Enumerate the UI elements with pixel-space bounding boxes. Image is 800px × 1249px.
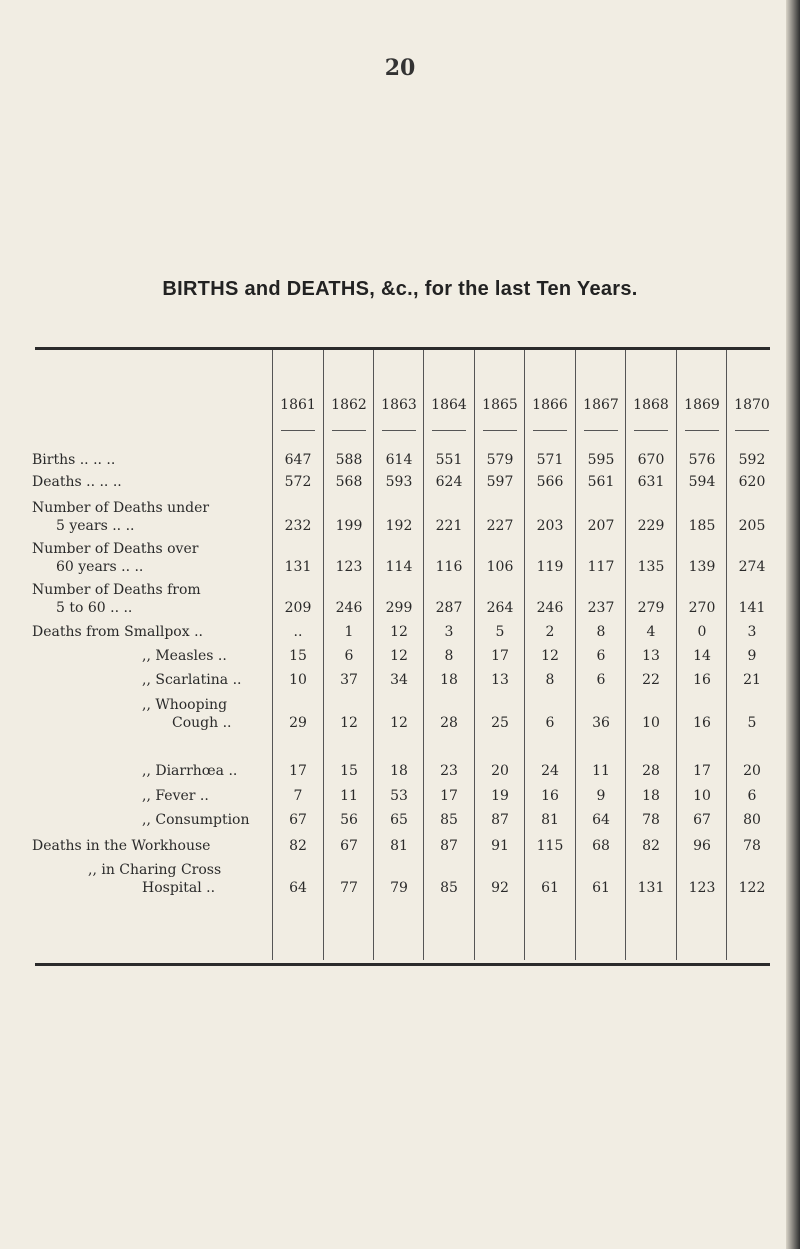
table-cell: 87 (491, 812, 509, 828)
table-cell: 566 (536, 474, 564, 490)
table-cell: 36 (592, 714, 610, 731)
page-edge-shadow (786, 0, 800, 1249)
table-cell: 594 (688, 474, 716, 490)
row-label: Number of Deaths under (32, 500, 210, 516)
table-cell: 246 (335, 599, 363, 616)
table-cell: 17 (693, 763, 711, 779)
table-cell: 17 (440, 788, 458, 804)
table-cell: 123 (688, 879, 716, 896)
table-cell: 8 (545, 672, 555, 688)
table-cell: 77 (340, 879, 358, 896)
table-cell: 16 (693, 672, 711, 688)
table-cell: 79 (390, 879, 408, 896)
table-cell: 65 (390, 812, 408, 828)
table-cell: 614 (385, 452, 413, 468)
table-cell: 139 (688, 558, 716, 575)
row-label: 5 years .. .. (56, 517, 135, 534)
table-cell: 68 (592, 838, 610, 854)
table-cell: 203 (536, 517, 564, 534)
row-label: Number of Deaths over (32, 541, 199, 557)
table-cell: 571 (536, 452, 564, 468)
table-cell: 8 (596, 624, 606, 640)
table-cell: 85 (440, 812, 458, 828)
row-label: ,, Whooping (142, 697, 228, 713)
table-cell: 78 (642, 812, 660, 828)
table-cell: 61 (592, 879, 610, 896)
table-cell: 6 (596, 648, 606, 664)
table-cell: 264 (486, 599, 514, 616)
table-cell: 29 (289, 714, 307, 731)
table-cell: 25 (491, 714, 509, 731)
table-cell: 624 (435, 474, 463, 490)
table-cell: 9 (747, 648, 757, 664)
table-cell: 592 (738, 452, 766, 468)
row-label: ,, Diarrhœa .. (142, 763, 238, 779)
table-cell: 13 (491, 672, 509, 688)
row-label: Deaths from Smallpox .. (32, 624, 203, 640)
row-label: 5 to 60 .. .. (56, 599, 133, 616)
header-underline (281, 430, 315, 431)
table-cell: 82 (289, 838, 307, 854)
year-header: 1864 (431, 397, 467, 413)
table-cell: 209 (284, 599, 312, 616)
table-cell: 670 (637, 452, 665, 468)
year-header: 1869 (684, 397, 720, 413)
table-cell: 6 (545, 714, 555, 731)
table-cell: 12 (390, 648, 408, 664)
table-cell: 227 (486, 517, 514, 534)
year-header: 1870 (734, 397, 770, 413)
header-underline (382, 430, 416, 431)
table-cell: 237 (587, 599, 615, 616)
table-cell: 14 (693, 648, 711, 664)
header-underline (685, 430, 719, 431)
table-cell: 18 (390, 763, 408, 779)
table-cell: 64 (592, 812, 610, 828)
table-cell: 12 (390, 624, 408, 640)
table-cell: 24 (541, 763, 559, 779)
header-underline (483, 430, 517, 431)
row-label: ,, Fever .. (142, 788, 209, 804)
table-cell: 270 (688, 599, 716, 616)
table-cell: 568 (335, 474, 363, 490)
table-cell: 28 (642, 763, 660, 779)
table-cell: 221 (435, 517, 463, 534)
row-label: Deaths .. .. .. (32, 474, 122, 490)
table-cell: 15 (289, 648, 307, 664)
year-header: 1865 (482, 397, 518, 413)
table-cell: 232 (284, 517, 312, 534)
table-cell: 116 (435, 558, 463, 575)
table-title: BIRTHS and DEATHS, &c., for the last Ten Years. (162, 278, 638, 300)
year-header: 1867 (583, 397, 619, 413)
row-label: Births .. .. .. (32, 452, 116, 468)
table-cell: 106 (486, 558, 514, 575)
table-cell: 12 (340, 714, 358, 731)
table-cell: 53 (390, 788, 408, 804)
header-underline (634, 430, 668, 431)
table-cell: 620 (738, 474, 766, 490)
table-cell: 631 (637, 474, 665, 490)
table-cell: 23 (440, 763, 458, 779)
year-header: 1863 (381, 397, 417, 413)
table-cell: 5 (495, 624, 505, 640)
table-cell: 561 (587, 474, 615, 490)
row-label: Hospital .. (142, 879, 216, 896)
table-cell: 80 (743, 812, 761, 828)
header-underline (432, 430, 466, 431)
table-cell: 17 (491, 648, 509, 664)
table-cell: 19 (491, 788, 509, 804)
table-cell: 13 (642, 648, 660, 664)
row-label: ,, in Charing Cross (88, 862, 222, 878)
table-cell: .. (293, 624, 303, 640)
table-cell: 67 (340, 838, 358, 854)
table-cell: 119 (536, 558, 564, 575)
table-cell: 6 (596, 672, 606, 688)
table-cell: 6 (747, 788, 757, 804)
table-cell: 12 (541, 648, 559, 664)
table-cell: 595 (587, 452, 615, 468)
table-cell: 10 (693, 788, 711, 804)
year-header: 1861 (280, 397, 316, 413)
table-cell: 61 (541, 879, 559, 896)
table-cell: 4 (646, 624, 656, 640)
table-cell: 15 (340, 763, 358, 779)
table-cell: 81 (390, 838, 408, 854)
table-top-rule (35, 347, 770, 350)
table-cell: 9 (596, 788, 606, 804)
table-cell: 11 (592, 763, 610, 779)
table-cell: 20 (743, 763, 761, 779)
table-cell: 185 (688, 517, 716, 534)
table-cell: 572 (284, 474, 312, 490)
table-cell: 287 (435, 599, 463, 616)
table-cell: 299 (385, 599, 413, 616)
table-cell: 56 (340, 812, 358, 828)
table-cell: 7 (293, 788, 303, 804)
table-cell: 20 (491, 763, 509, 779)
header-underline (735, 430, 769, 431)
table-cell: 10 (642, 714, 660, 731)
table-cell: 141 (738, 599, 766, 616)
table-cell: 91 (491, 838, 509, 854)
table-cell: 34 (390, 672, 408, 688)
table-cell: 117 (587, 558, 615, 575)
row-label: ,, Scarlatina .. (142, 672, 242, 688)
table-cell: 37 (340, 672, 358, 688)
table-cell: 579 (486, 452, 514, 468)
table-cell: 11 (340, 788, 358, 804)
header-underline (332, 430, 366, 431)
table-cell: 6 (344, 648, 354, 664)
row-label: Deaths in the Workhouse (32, 838, 211, 854)
table-cell: 199 (335, 517, 363, 534)
table-cell: 3 (747, 624, 757, 640)
table-cell: 12 (390, 714, 408, 731)
table-cell: 22 (642, 672, 660, 688)
header-underline (533, 430, 567, 431)
table-cell: 274 (738, 558, 766, 575)
table-cell: 192 (385, 517, 413, 534)
table-cell: 593 (385, 474, 413, 490)
table-cell: 67 (289, 812, 307, 828)
table-cell: 21 (743, 672, 761, 688)
table-cell: 17 (289, 763, 307, 779)
table-cell: 8 (444, 648, 454, 664)
row-label: 60 years .. .. (56, 558, 144, 575)
table-cell: 0 (697, 624, 707, 640)
table-cell: 18 (642, 788, 660, 804)
table-cell: 131 (284, 558, 312, 575)
table-cell: 5 (747, 714, 757, 731)
table-cell: 28 (440, 714, 458, 731)
table-cell: 16 (693, 714, 711, 731)
table-cell: 597 (486, 474, 514, 490)
year-header: 1866 (532, 397, 568, 413)
table-cell: 16 (541, 788, 559, 804)
table-cell: 67 (693, 812, 711, 828)
table-cell: 115 (536, 838, 564, 854)
year-header: 1868 (633, 397, 669, 413)
table-cell: 123 (335, 558, 363, 575)
table-cell: 1 (344, 624, 354, 640)
table-cell: 207 (587, 517, 615, 534)
table-cell: 85 (440, 879, 458, 896)
table-cell: 135 (637, 558, 665, 575)
table-cell: 2 (545, 624, 555, 640)
table-cell: 131 (637, 879, 665, 896)
table-cell: 64 (289, 879, 307, 896)
table-cell: 205 (738, 517, 766, 534)
table-cell: 122 (738, 879, 766, 896)
table-bottom-rule (35, 963, 770, 966)
table-cell: 551 (435, 452, 463, 468)
row-label: ,, Consumption (142, 812, 250, 828)
table-cell: 78 (743, 838, 761, 854)
row-label: ,, Measles .. (142, 648, 227, 664)
table-cell: 229 (637, 517, 665, 534)
year-header: 1862 (331, 397, 367, 413)
table-cell: 92 (491, 879, 509, 896)
row-label: Number of Deaths from (32, 582, 201, 598)
table-cell: 114 (385, 558, 413, 575)
row-label: Cough .. (172, 714, 232, 731)
header-underline (584, 430, 618, 431)
table-cell: 87 (440, 838, 458, 854)
table-cell: 82 (642, 838, 660, 854)
table-cell: 588 (335, 452, 363, 468)
table-cell: 279 (637, 599, 665, 616)
table-cell: 96 (693, 838, 711, 854)
table-cell: 18 (440, 672, 458, 688)
table-cell: 3 (444, 624, 454, 640)
table-cell: 81 (541, 812, 559, 828)
table-cell: 647 (284, 452, 312, 468)
page-number: 20 (384, 55, 416, 81)
table-cell: 246 (536, 599, 564, 616)
table-cell: 10 (289, 672, 307, 688)
table-cell: 576 (688, 452, 716, 468)
